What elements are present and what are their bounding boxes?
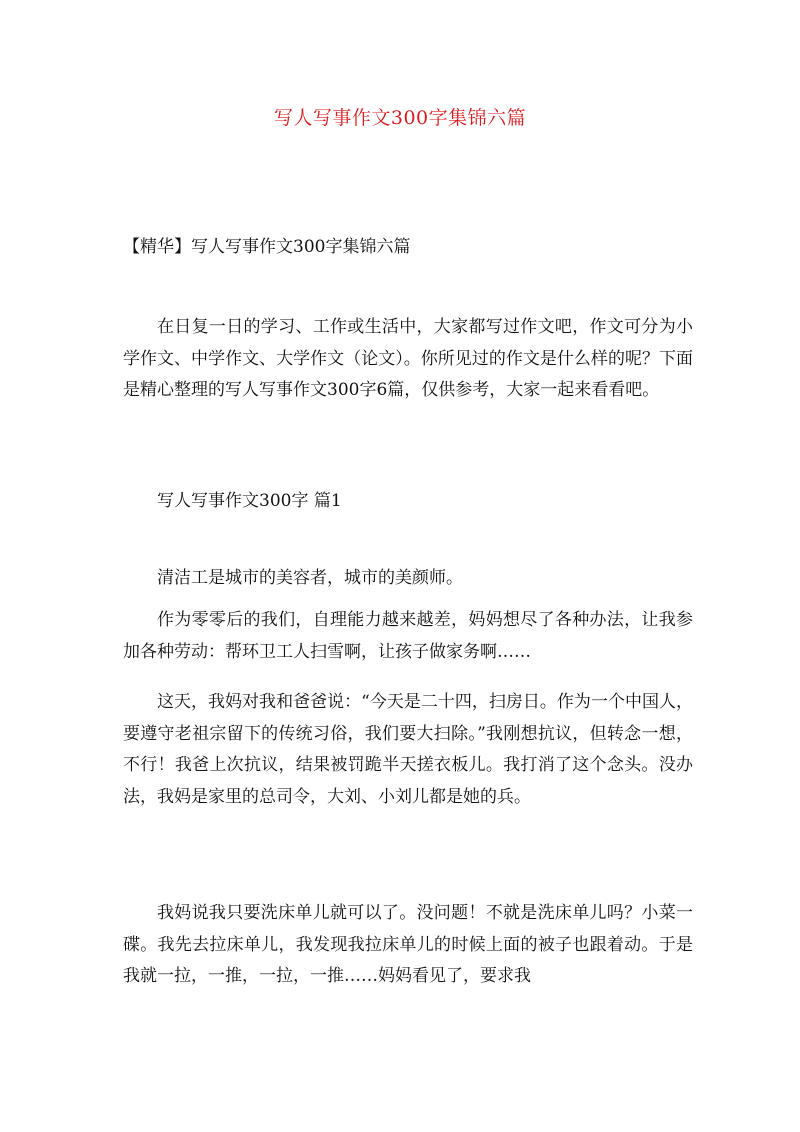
intro-paragraph: 在日复一日的学习、工作或生活中，大家都写过作文吧，作文可分为小学作文、中学作文、大学作文（论文）。你所见过的作文是什么样的呢？下面是精心整理的写人写事作文300字6篇，仅供参考，大家一起来看看吧。 — [123, 317, 693, 400]
body-paragraph-2: 作为零零后的我们，自理能力越来越差，妈妈想尽了各种办法，让我参加各种劳动：帮环卫工人扫雪啊，让孩子做家务啊…… — [123, 610, 693, 662]
section-heading: 写人写事作文300字 篇1 — [157, 491, 342, 511]
body-paragraph-4: 我妈说我只要洗床单儿就可以了。没问题！不就是洗床单儿吗？小菜一碟。我先去拉床单儿，我发现我拉床单儿的时候上面的被子也跟着动。于是我就一拉，一推，一拉，一推……妈妈看见了，要求我 — [123, 903, 693, 986]
document-title: 写人写事作文300字集锦六篇 — [273, 107, 527, 129]
body-paragraph-1: 清洁工是城市的美容者，城市的美颜师。 — [157, 568, 463, 588]
body-paragraph-3: 这天，我妈对我和爸爸说：“今天是二十四，扫房日。作为一个中国人，要遵守老祖宗留下的传统习俗，我们要大扫除。”我刚想抗议，但转念一想，不行！我爸上次抗议，结果被罚跪半天搓衣板儿。我打消了这个念头。没办法，我妈是家里的总司令，大刘、小刘儿都是她的兵。 — [123, 692, 693, 807]
document-subtitle: 【精华】写人写事作文300字集锦六篇 — [123, 237, 411, 257]
